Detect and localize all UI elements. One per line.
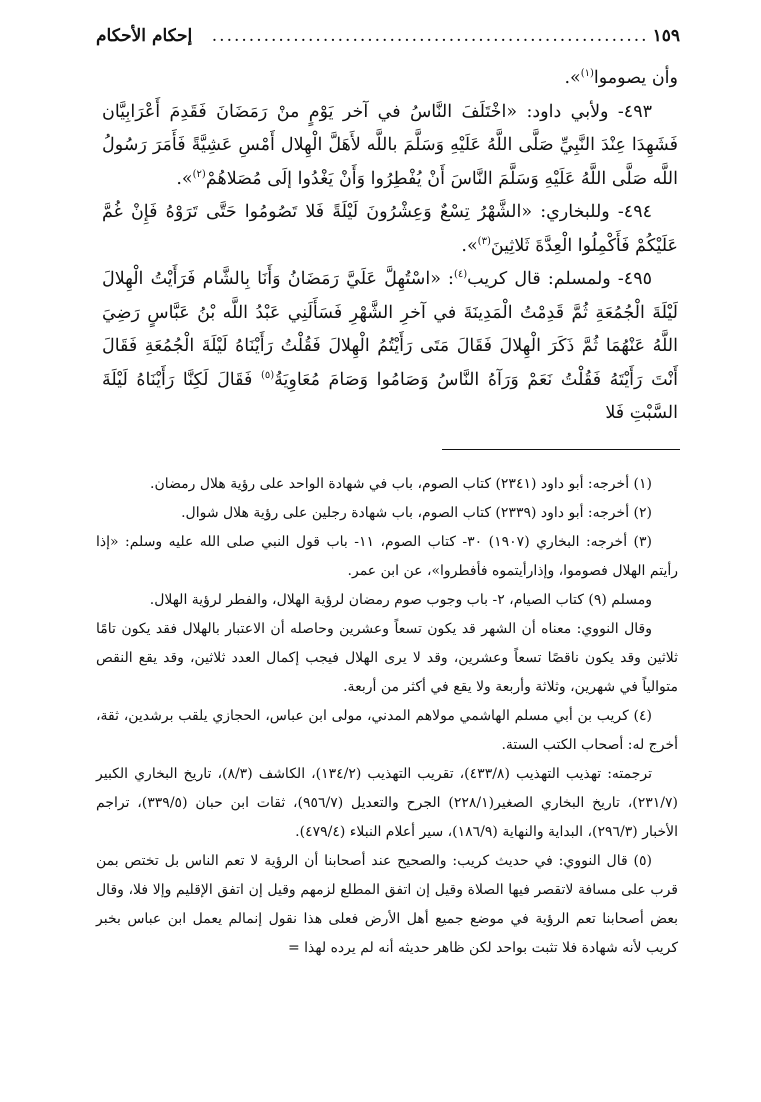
footnote-ref-3[interactable]: (٣) [477, 235, 491, 247]
hadith-493 [102, 96, 678, 197]
footnote-5: (٥) قال النووي: في حديث كريب: والصحيح عند أصحابنا أن الرؤية لا تعم الناس بل تختص بمن قرب على مسافة لاتقصر فيها الصلاة وقيل إن اتفق المطلع لزمهم وقيل إن اتفق الإقليم وإلا فلا، وقال بعض أصحابنا تعم الرؤية في موضع جميع أهل الأرض فعلى هذا نقول إنمالم يعمل ابن عباس بخبر كريب لأنه شهادة فلا تثبت بواحد لكن ظاهر حديثه أنه لم يرده لهذا = [96, 853, 678, 956]
page-number: ١٥٩ [652, 26, 680, 46]
continuation-text: وأن يصوموا [593, 68, 678, 88]
paragraph-continuation [102, 62, 678, 96]
hadith-493-text: ٤٩٣- ولأبي داود: «اخْتَلَفَ النَّاسُ في آخر يَوْمٍ منْ رَمَضَانَ فَقَدِمَ أَعْرَابِيَّان فَشَهِدَا عِنْدَ النَّبِيِّ صَلَّى اللَّهُ عَلَيْهِ وَسَلَّمَ باللَّه لأَهَلَّ الْهِلال أَمْسِ عَشِيَّةً فَأَمَرَ رَسُولُ اللَّه صَلَّى اللَّهُ عَلَيْهِ وَسَلَّمَ النَّاسَ أَنْ يُفْطِرُوا وَأَنْ يَغْدُوا إلَى مُصَلاهُمْ [102, 101, 678, 189]
main-text [102, 62, 678, 431]
footnote-ref-5[interactable]: (٥) [260, 369, 275, 381]
footnote-4-biography: ترجمته: تهذيب التهذيب (٤٣٣/٨)، تقريب التهذيب (١٣٤/٢)، الكاشف (٨/٣)، تاريخ البخاري الكبير (٢٣١/٧)، تاريخ البخاري الصغير(٢٢٨/١) الجرح والتعديل (٩٥٦/٧)، ثقات ابن حبان (٣٣٩/٥)، تراجم الأخبار (٢٩٦/٣)، البداية والنهاية (١٨٦/٩)، سير أعلام النبلاء (٤٧٩/٤). [96, 766, 678, 840]
footnote-3-muslim: ومسلم (٩) كتاب الصيام، ٢- باب وجوب صوم رمضان لرؤية الهلال، والفطر لرؤية الهلال. [149, 592, 652, 608]
footnote-ref-4[interactable]: (٤) [453, 269, 468, 281]
running-header [96, 26, 680, 56]
hadith-494-text: ٤٩٤- وللبخاري: «الشَّهْرُ تِسْعٌ وَعِشْرُونَ لَيْلَةً فَلا تَصُومُوا حَتَّى تَرَوْهُ فَإِنْ غُمَّ عَلَيْكُمْ فَأَكْمِلُوا الْعِدَّةَ ثَلاثِينَ [102, 202, 678, 256]
quote-close: ». [461, 235, 478, 256]
book-title: إحكام الأحكام [96, 26, 193, 46]
footnote-separator [442, 449, 680, 450]
footnote-2: (٢) أخرجه: أبو داود (٢٣٣٩) كتاب الصوم، باب شهادة رجلين على رؤية هلال شوال. [181, 505, 652, 521]
quote-close: ». [176, 168, 193, 189]
header-leader-dots: ........................................................... [211, 26, 649, 46]
hadith-495-text-end: فَقَالَ لَكِنَّا رَأَيْنَاهُ لَيْلَةَ السَّبْتِ فَلا [102, 369, 678, 423]
hadith-494 [102, 196, 678, 263]
footnote-1: (١) أخرجه: أبو داود (٢٣٤١) كتاب الصوم، باب في شهادة الواحد على رؤية هلال رمضان. [150, 476, 652, 492]
footnotes [96, 470, 678, 963]
footnote-ref-1[interactable]: (١) [580, 68, 594, 80]
hadith-495-intro: ٤٩٥- ولمسلم: قال كريب [467, 269, 652, 289]
quote-close: ». [564, 68, 581, 88]
footnote-3: (٣) أخرجه: البخاري (١٩٠٧) ٣٠- كتاب الصوم، ١١- باب قول النبي صلى الله عليه وسلم: «إذا رأيتم الهلال فصوموا، وإذارأيتموه فأفطروا»، عن ابن عمر. [96, 534, 678, 579]
footnote-ref-2[interactable]: (٢) [192, 168, 206, 180]
footnote-4: (٤) كريب بن أبي مسلم الهاشمي مولاهم المدني، مولى ابن عباس، الحجازي يلقب برشدين، ثقة، أخرج له: أصحاب الكتب الستة. [96, 708, 678, 753]
hadith-495-text: : «اسْتُهِلَّ عَلَيَّ رَمَضَانُ وَأَنَا بِالشَّام فَرَأَيْتُ الْهِلالَ لَيْلَةَ الْجُمُعَةِ ثُمَّ قَدِمْتُ الْمَدِينَةَ في آخرِ الشَّهْرِ فَسَأَلَنِي عَبْدُ اللَّه بْنُ عَبَّاسٍ رَضِيَ اللَّهُ عَنْهُمَا ثُمَّ ذَكَرَ الْهِلالَ فَقَالَ مَتَى رَأَيْتُمُ الْهِلالَ فَقُلْتُ رَأَيْنَاهُ لَيْلَةَ الْجُمُعَةِ فَقَالَ أَنْتَ رَأَيْتَهُ فَقُلْتُ نَعَمْ وَرَآهُ النَّاسُ وَصَامُوا وَصَامَ مُعَاوِيَةُ [102, 269, 678, 390]
hadith-495 [102, 263, 678, 431]
footnote-3-nawawi: وقال النووي: معناه أن الشهر قد يكون تسعاً وعشرين وحاصله أن الاعتبار بالهلال فقد يكون تامًا ثلاثين وقد يكون ناقصًا تسعاً وعشرين، وقد لا يرى الهلال فيجب إكمال العدد ثلاثين، وقد يقع النقص متوالياً في شهرين، وثلاثة وأربعة ولا يقع في أكثر من أربعة. [96, 621, 678, 695]
